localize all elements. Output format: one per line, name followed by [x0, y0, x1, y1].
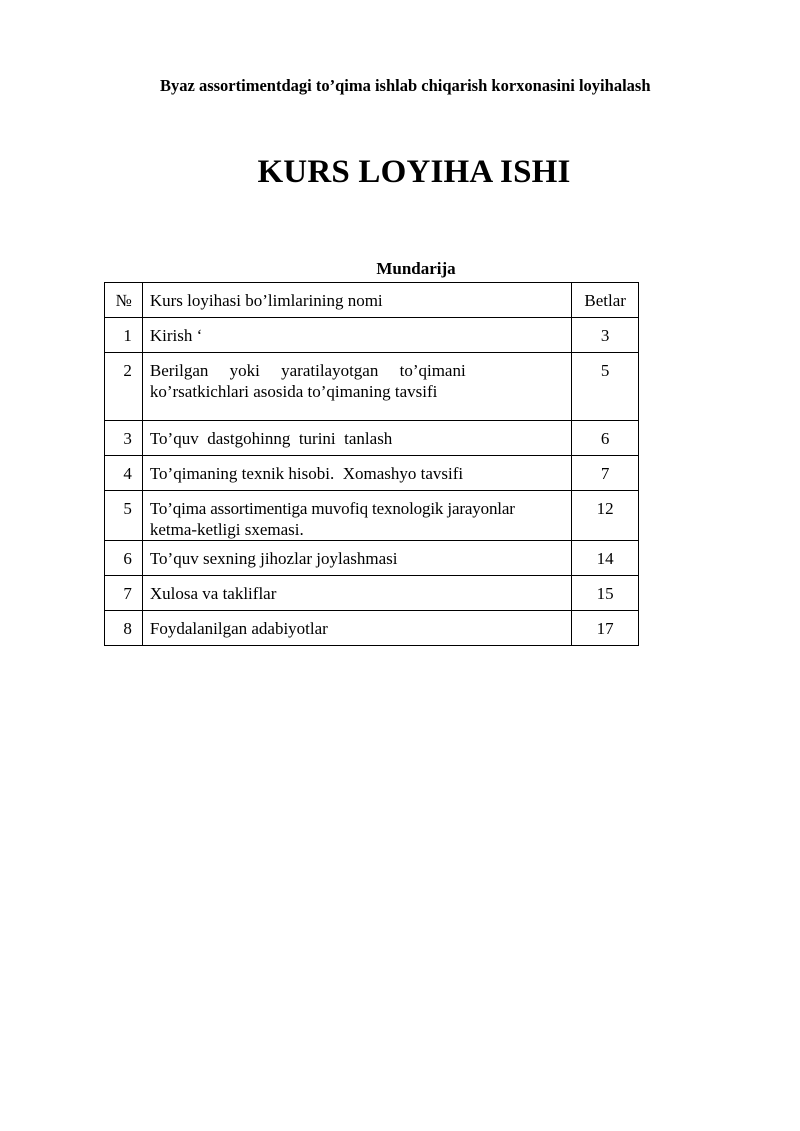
toc-row-number: 5: [105, 491, 143, 541]
toc-row: [105, 491, 639, 541]
toc-row-number: 8: [105, 611, 143, 646]
toc-row: [105, 456, 639, 491]
toc-row-page: 7: [572, 456, 639, 491]
column-header-pages: Betlar: [572, 283, 639, 318]
toc-row-number: 7: [105, 576, 143, 611]
toc-row-page: 5: [572, 353, 639, 421]
toc-row-name: To’qimaning texnik hisobi. Xomashyo tavsifi: [142, 456, 571, 491]
toc-row-number: 1: [105, 318, 143, 353]
toc-row: [105, 318, 639, 353]
toc-row: [105, 421, 639, 456]
toc-row-page: 6: [572, 421, 639, 456]
toc-row: [105, 541, 639, 576]
toc-row: [105, 576, 639, 611]
toc-row-name: Xulosa va takliflar: [142, 576, 571, 611]
toc-row-name: To’quv sexning jihozlar joylashmasi: [142, 541, 571, 576]
toc-row-page: 12: [572, 491, 639, 541]
toc-row-name-line: Berilgan yoki yaratilayotgan to’qimani: [149, 361, 466, 380]
toc-row-number: 4: [105, 456, 143, 491]
toc-row-page: 3: [572, 318, 639, 353]
toc-row: [105, 611, 639, 646]
toc-table: [104, 282, 639, 646]
toc-row-name-line: To’qima assortimentiga muvofiq texnologik jarayonlar: [149, 499, 515, 518]
toc-row-number: 3: [105, 421, 143, 456]
column-header-number: №: [105, 283, 143, 318]
toc-row-page: 17: [572, 611, 639, 646]
toc-row-name: [142, 491, 571, 541]
toc-row-name: Foydalanilgan adabiyotlar: [142, 611, 571, 646]
toc-row-name: To’quv dastgohinng turini tanlash: [142, 421, 571, 456]
toc-heading: Mundarija: [376, 259, 456, 278]
toc-row-name-line: ketma-ketligi sxemasi.: [149, 520, 304, 539]
document-subtitle: Byaz assortimentdagi to’qima ishlab chiqarish korxonasini loyihalash: [160, 76, 651, 95]
toc-row-name: Kirish ‘: [142, 318, 571, 353]
toc-row-name-line: ko’rsatkichlari asosida to’qimaning tavsifi: [149, 382, 438, 401]
toc-row-page: 14: [572, 541, 639, 576]
toc-row-name: [142, 353, 571, 421]
toc-row-page: 15: [572, 576, 639, 611]
toc-row-number: 6: [105, 541, 143, 576]
document-title: KURS LOYIHA ISHI: [257, 154, 571, 190]
toc-row: [105, 353, 639, 421]
toc-row-number: 2: [105, 353, 143, 421]
column-header-name: Kurs loyihasi bo’limlarining nomi: [142, 283, 571, 318]
toc-header-row: [105, 283, 639, 318]
